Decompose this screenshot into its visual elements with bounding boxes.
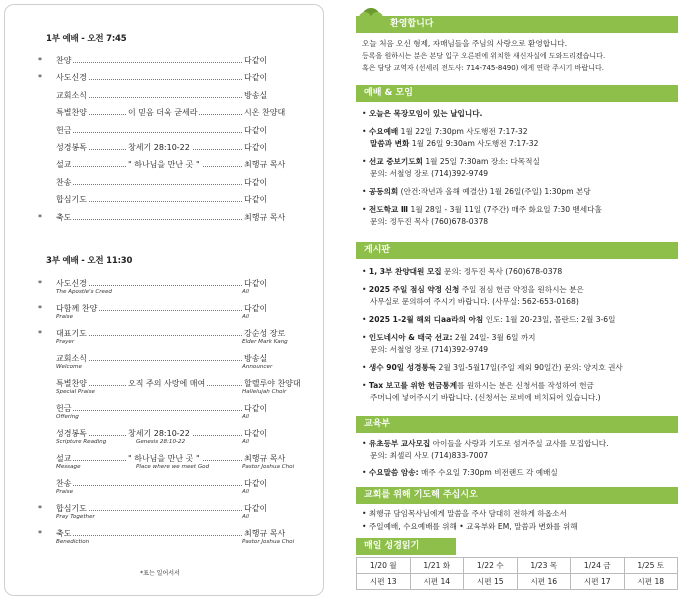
standing-mark: *: [38, 212, 42, 222]
english-leader: Pastor Joshua Choi: [242, 539, 295, 545]
reading-day: 1/24 금: [571, 558, 625, 574]
prayer-item: • 주일예배, 수요예배를 위해 • 교육부와 EM, 말씀과 변화를 위해: [362, 522, 578, 531]
leader-dots: [56, 535, 242, 536]
english-name: Prayer: [56, 339, 75, 345]
worship-text: 오늘은 목장모임이 있는 날입니다.: [368, 109, 483, 118]
program-item-detail: " 하나님을 만난 곳 ": [128, 454, 200, 463]
standing-mark: *: [38, 73, 42, 83]
program-item-english: [56, 439, 300, 447]
program-item: [46, 107, 290, 118]
english-leader: Elder Mark Kang: [242, 339, 288, 345]
welcome-line: 혹은 담당 교역자 (선세리 전도사: 714-745-8490) 에게 연락 주시기 바랍니다.: [362, 64, 604, 72]
program-item: [38, 503, 290, 514]
education-item: • 수요말씀 암송: 매주 수요일 7:30pm 비전랜드 각 예배실: [362, 468, 558, 477]
board-item: • 1, 3부 찬양대원 모집 문의: 정두진 목사 (760)678-0378: [362, 267, 563, 276]
program-item-leader: 시온 찬양대: [244, 108, 286, 118]
program-item-english: [56, 514, 300, 522]
worship-label: 말씀과 변화: [370, 139, 410, 148]
education-banner: 교육부: [356, 416, 678, 433]
english-name: Benediction: [56, 539, 90, 545]
english-name: The Apostle's Creed: [56, 289, 112, 295]
board-item: • 2025 주일 점심 약정 신청 주일 점심 헌금 약정을 원하시는 분은: [362, 285, 584, 294]
standing-mark: *: [38, 529, 42, 538]
program-item: [38, 212, 290, 223]
program-item-name: 축도: [56, 212, 72, 222]
english-name: Praise: [56, 314, 74, 320]
worship-text: 1월 25일 7:30am 장소: 다목적실: [422, 157, 540, 166]
leader-dots: [56, 132, 242, 133]
program-item-name: 설교: [56, 454, 72, 463]
program-item-leader: 최행규 목사: [244, 212, 286, 222]
program-item: [46, 177, 290, 188]
standing-mark: *: [38, 56, 42, 65]
program-item-english: [56, 539, 300, 547]
education-label: 유초등부 교사모집: [368, 439, 431, 448]
worship-item: • 공동의회 (안건:작년과 올해 예결산) 1월 26일(주일) 1:30pm 본당: [362, 187, 591, 196]
prayer-item: • 최행규 담임목사님에게 말씀을 주사 담대히 전하게 하옵소서: [362, 509, 567, 518]
worship-label: 공동의회: [368, 187, 399, 196]
program-item-name: 찬송: [56, 177, 72, 187]
board-item: • Tax 보고를 위한 헌금통계를 원하시는 분은 신청서를 작성하여 헌금: [362, 381, 594, 390]
program-item-leader: 다같이: [244, 279, 268, 288]
reading-chapter: 시편 18: [624, 574, 678, 590]
education-item: 문의: 최셀리 사모 (714)833-7007: [370, 451, 489, 460]
program-item: [46, 90, 290, 101]
board-label: 1, 3부 찬양대원 모집: [368, 267, 442, 276]
english-leader: All: [242, 439, 249, 445]
reading-day: 1/23 목: [517, 558, 571, 574]
worship-text: 1월 28일 - 3월 11일 (7주간) 매주 화요일 7:30 벧세다홀: [408, 205, 602, 214]
reading-banner: 매일 성경읽기: [356, 538, 456, 555]
program-item-leader: 다같이: [244, 404, 268, 413]
english-name: Message: [56, 464, 81, 470]
program-item-leader: 최행규 목사: [244, 454, 286, 463]
program-item-leader: 최행규 목사: [244, 160, 286, 170]
standing-mark: *: [38, 329, 42, 338]
english-leader: All: [242, 414, 249, 420]
program-item-name: 합심기도: [56, 504, 87, 513]
worship-label: 수요예배: [368, 127, 399, 136]
program-item: [46, 453, 290, 464]
english-leader: Announcer: [242, 364, 273, 370]
standing-mark: *: [38, 304, 42, 313]
program-item: [38, 278, 290, 289]
worship-label: 전도학교 Ⅲ: [368, 205, 409, 214]
welcome-banner: 환영합니다: [356, 16, 678, 33]
service1-title: 1부 예배 - 오전 7:45: [46, 34, 127, 44]
program-item-name: 교회소식: [56, 354, 87, 363]
program-item-leader: 최행규 목사: [244, 529, 286, 538]
reading-table: [356, 557, 678, 590]
program-item-detail: 창세기 28:10-22: [128, 429, 190, 438]
program-item-name: 찬양: [56, 56, 72, 65]
board-label: Tax 보고를 위한 헌금통계: [368, 381, 458, 390]
english-leader: All: [242, 289, 249, 295]
english-name: Offering: [56, 414, 79, 420]
worship-item: • 오늘은 목장모임이 있는 날입니다.: [362, 109, 483, 118]
program-item-leader: 다같이: [244, 504, 268, 513]
program-item: [38, 528, 290, 539]
english-name: Pray Together: [56, 514, 95, 520]
program-item-leader: 다같이: [244, 429, 268, 438]
board-item: • 2025 1-2월 해외 디аа라의 아침 인도: 1월 20-23일, 몰란드: 2월 3-6일: [362, 315, 616, 324]
worship-text: 1월 26일 9:30am 사도행전 7:17-32: [409, 139, 539, 148]
program-item-leader: 방송실: [244, 90, 268, 100]
leader-dots: [56, 62, 242, 63]
program-item: [38, 72, 290, 83]
program-item-english: [56, 464, 300, 472]
program-item-english: [56, 364, 300, 372]
board-banner: 게시판: [356, 242, 678, 259]
leader-dots: [56, 184, 242, 185]
worship-label: 선교 중보기도회: [368, 157, 423, 166]
program-item-leader: 강순성 장로: [244, 329, 286, 338]
program-item-leader: 방송실: [244, 354, 268, 363]
program-item: [38, 328, 290, 339]
program-item-leader: 다같이: [244, 304, 268, 313]
program-item-english: [56, 389, 300, 397]
program-item: [46, 378, 301, 389]
program-item: [46, 194, 290, 205]
reading-chapter: 시편 14: [410, 574, 464, 590]
education-label: 수요말씀 암송:: [368, 468, 419, 477]
program-item-name: 특별찬양: [56, 108, 87, 118]
program-item-name: 사도신경: [56, 279, 87, 288]
reading-chapter: 시편 16: [517, 574, 571, 590]
program-item-name: 설교: [56, 160, 72, 170]
program-item-leader: 할렐루야 찬양대: [244, 379, 301, 388]
reading-day: 1/20 월: [357, 558, 411, 574]
program-item-english: [56, 414, 300, 422]
board-text: 를 원하시는 분은 신청서를 작성하여 헌금: [457, 381, 594, 390]
board-item: • 생수 90일 성경통독 2월 3일-5월17일(주일 제외 90일간) 문의: 양지호 권사: [362, 363, 623, 372]
program-item-name: 합심기도: [56, 195, 87, 205]
program-item-name: 헌금: [56, 404, 72, 413]
program-item-english: [56, 314, 300, 322]
english-detail: Place where we meet God: [136, 464, 210, 470]
board-item: 주머니에 넣어주시기 바랍니다. (신청서는 로비에 비치되어 있습니다.): [370, 393, 601, 402]
program-item-name: 성경봉독: [56, 143, 87, 152]
worship-item: • 선교 중보기도회 1월 25일 7:30am 장소: 다목적실: [362, 157, 540, 166]
reading-days-row: [357, 558, 678, 574]
program-item-name: 헌금: [56, 125, 72, 135]
worship-text: (안건:작년과 올해 예결산) 1월 26일(주일) 1:30pm 본당: [398, 187, 591, 196]
leader-dots: [56, 485, 242, 486]
leader-dots: [56, 219, 242, 220]
board-text: 2월 3일-5월17일(주일 제외 90일간) 문의: 양지호 권사: [436, 363, 623, 372]
english-leader: All: [242, 514, 249, 520]
program-item: [46, 353, 290, 364]
english-leader: All: [242, 489, 249, 495]
worship-banner: 예배 & 모임: [356, 85, 678, 102]
program-item-english: [56, 289, 300, 297]
education-item: • 유초등부 교사모집 아이들을 사랑과 기도로 섬겨주실 교사를 모집합니다.: [362, 439, 609, 448]
reading-chapter: 시편 15: [464, 574, 518, 590]
board-item: 사무실로 문의하여 주시기 바랍니다. (사무실: 562-653-0168): [370, 297, 579, 306]
program-item-english: [56, 489, 300, 497]
education-text: 매주 수요일 7:30pm 비전랜드 각 예배실: [418, 468, 558, 477]
program-item-leader: 다같이: [244, 195, 268, 205]
program-item-detail: " 하나님을 만난 곳 ": [128, 160, 200, 170]
program-item-leader: 다같이: [244, 143, 268, 152]
service3-title: 3부 예배 - 오전 11:30: [46, 256, 133, 266]
english-detail: Genesis 28:10-22: [136, 439, 186, 445]
prayer-banner: 교회를 위해 기도해 주십시오: [356, 487, 678, 504]
program-item-leader: 다같이: [244, 73, 268, 83]
english-name: Praise: [56, 489, 74, 495]
program-item-leader: 다같이: [244, 479, 268, 488]
program-item: [38, 303, 290, 314]
board-text: 2월 24일- 3월 6일 까지: [452, 333, 536, 342]
worship-item: 문의: 서철영 장로 (714)392-9749: [370, 169, 489, 178]
standing-mark: *: [38, 279, 42, 288]
program-item-name: 대표기도: [56, 329, 87, 338]
board-item: 문의: 서철영 장로 (714)392-9749: [370, 345, 489, 354]
program-item: [46, 403, 290, 414]
program-item-name: 성경봉독: [56, 429, 87, 438]
worship-item: 문의: 정두진 목사 (760)678-0378: [370, 217, 489, 226]
education-text: 아이들을 사랑과 기도로 섬겨주실 교사를 모집합니다.: [430, 439, 609, 448]
board-label: 생수 90일 성경통독: [368, 363, 437, 372]
reading-day: 1/22 수: [464, 558, 518, 574]
worship-item: • 수요예배 1월 22일 7:30pm 사도행전 7:17-32: [362, 127, 528, 136]
worship-item: [362, 138, 678, 150]
english-leader: Pastor Joshua Choi: [242, 464, 295, 470]
reading-chapter: 시편 13: [357, 574, 411, 590]
board-label: 인도네시아 & 태국 선교:: [368, 333, 453, 342]
english-leader: All: [242, 314, 249, 320]
board-item: • 인도네시아 & 태국 선교: 2월 24일- 3월 6일 까지: [362, 333, 536, 342]
program-item-name: 찬송: [56, 479, 72, 488]
program-item-detail: 이 믿음 더욱 굳세라: [128, 108, 198, 118]
board-text: 주일 점심 헌금 약정을 원하시는 분은: [459, 285, 584, 294]
program-item-name: 사도신경: [56, 73, 87, 83]
program-item: [46, 428, 290, 439]
standing-footnote: *표는 일어서서: [140, 570, 180, 577]
welcome-line: 등록을 원하시는 분은 본당 입구 오른편에 위치한 새신자실에 도와드리겠습니다.: [362, 52, 606, 60]
reading-day: 1/21 화: [410, 558, 464, 574]
worship-item: • 전도학교 Ⅲ 1월 28일 - 3월 11일 (7주간) 매주 화요일 7:30 벧세다홀: [362, 205, 602, 214]
program-item: [38, 55, 290, 66]
english-leader: Hallelujah Choir: [242, 389, 287, 395]
english-name: Welcome: [56, 364, 82, 370]
program-item-leader: 다같이: [244, 125, 268, 135]
reading-chapters-row: [357, 574, 678, 590]
program-item-english: [56, 339, 300, 347]
program-item-name: 특별찬양: [56, 379, 87, 388]
board-label: 2025 1-2월 해외 디аа라의 아침: [368, 315, 484, 324]
board-text: 인도: 1월 20-23일, 몰란드: 2월 3-6일: [483, 315, 616, 324]
reading-chapter: 시편 17: [571, 574, 625, 590]
english-name: Special Praise: [56, 389, 95, 395]
program-item-name: 다함께 찬양: [56, 304, 98, 313]
program-item-leader: 다같이: [244, 56, 268, 65]
prayer-text: 최행규 담임목사님에게 말씀을 주사 담대히 전하게 하옵소서: [368, 509, 567, 518]
program-item: [46, 159, 290, 170]
reading-day: 1/25 토: [624, 558, 678, 574]
worship-text: 1월 22일 7:30pm 사도행전 7:17-32: [398, 127, 528, 136]
program-item: [46, 478, 290, 489]
program-item-name: 교회소식: [56, 90, 87, 100]
standing-mark: *: [38, 504, 42, 513]
program-item: [46, 142, 290, 153]
welcome-line: 오늘 처음 오신 형제, 자매님들을 주님의 사랑으로 환영합니다.: [362, 39, 568, 48]
board-text: 문의: 정두진 목사 (760)678-0378: [441, 267, 563, 276]
program-item: [46, 125, 290, 136]
program-item-leader: 다같이: [244, 177, 268, 187]
program-item-detail: 오직 주의 사랑에 매여: [128, 379, 206, 388]
program-item-detail: 창세기 28:10-22: [128, 143, 190, 152]
board-label: 2025 주일 점심 약정 신청: [368, 285, 460, 294]
prayer-text: 주일예배, 수요예배를 위해 • 교육부와 EM, 말씀과 변화를 위해: [368, 522, 578, 531]
english-name: Scripture Reading: [56, 439, 107, 445]
program-item-name: 축도: [56, 529, 72, 538]
leader-dots: [56, 410, 242, 411]
